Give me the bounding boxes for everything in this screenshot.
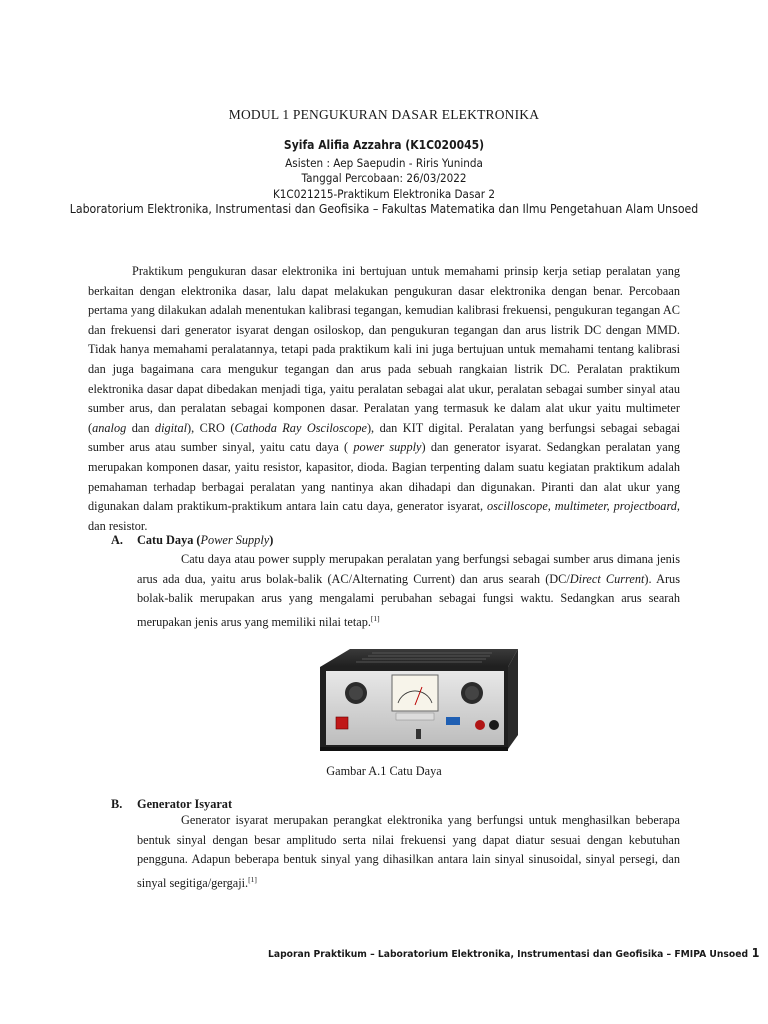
assistant-line: Asisten : Aep Saepudin - Riris Yuninda <box>285 155 483 170</box>
section-a-title-italic: Power Supply <box>200 533 270 547</box>
section-a-letter: A. <box>111 533 123 547</box>
abstract-paragraph <box>88 262 680 536</box>
footer-text: Laporan Praktikum – Laboratorium Elektronika, Instrumentasi dan Geofisika – FMIPA Unsoed <box>268 949 749 960</box>
experiment-date: Tanggal Percobaan: 26/03/2022 <box>301 171 467 185</box>
section-a-title-close: ) <box>269 533 274 547</box>
abstract-text: Praktikum pengukuran dasar elektronika ini bertujuan untuk memahami prinsip kerja setiap peralatan yang berkaitan dengan elektronika dasar, lalu dapat melakukan pengukuran dasar elektronika dengan benar. Percobaan pertama yang dilakukan adalah menentukan kalibrasi tegangan, kemudian kalibrasi frekuensi, pengukuran tegangan AC dan frekuensi dari generator isyarat dengan osiloskop, dan pengukuran tegangan dan arus listrik DC dengan MMD. Tidak hanya memahami peralatannya, tetapi pada praktikum kali ini juga bertujuan untuk memahami tentang kalibrasi dan juga bagaimana cara mengukur tegangan dan arus pada sebuah rangkaian listrik DC. Peralatan praktikum elektronika dasar dapat dibedakan menjadi tiga, yaitu peralatan sebagai alat ukur, peralatan sebagai sumber sinyal atau sumber arus, dan peralatan sebagai komponen dasar. Peralatan yang termasuk ke dalam alat ukur yaitu multimeter ( <box>88 264 680 435</box>
page-number: 1 <box>751 946 760 960</box>
power-supply-illustration <box>312 645 524 757</box>
abstract-section <box>88 262 680 536</box>
section-a-title: Catu Daya ( <box>137 533 201 547</box>
section-a-reference: [1] <box>370 613 380 623</box>
section-a-text: ). Arus bolak-balik merupakan arus yang mengalami perubahan sebagai fungsi waktu. Sedangkan arus searah merupakan jenis arus yang memiliki nilai tetap. <box>137 571 680 629</box>
section-a-body <box>137 550 680 632</box>
document-header <box>38 138 729 218</box>
page-footer <box>268 946 760 960</box>
section-b-title: Generator Isyarat <box>137 797 233 811</box>
lab-affiliation: Laboratorium Elektronika, Instrumentasi dan Geofisika – Fakultas Matematika dan Ilmu Pengetahuan Alam Unsoed <box>69 202 699 216</box>
section-b-heading <box>111 797 232 812</box>
abstract-text: dan <box>126 420 155 435</box>
section-a-text: Catu daya atau power supply merupakan peralatan yang berfungsi sebagai sumber arus dimana jenis arus ada dua, yaitu arus bolak-balik (AC/Alternating Current) dan arus searah (DC/ <box>137 552 680 586</box>
abstract-italic-instruments: oscilloscope, multimeter, projectboard, <box>487 499 681 514</box>
section-b-reference: [1] <box>248 874 257 884</box>
abstract-italic-cro: Cathoda Ray Osciloscope <box>234 420 367 435</box>
author-name: Syifa Alifia Azzahra (K1C020045) <box>283 138 485 152</box>
abstract-text: ) dan generator isyarat. Sedangkan peralatan yang merupakan komponen dasar, yaitu resistor, kapasitor, dioda. Bagian terpenting dalam suatu kegiatan praktikum adalah pemahaman terhadap berbagai peralatan yang nantinya akan dihadapi dan digunakan. Piranti dan alat ukur yang digunakan dalam praktikum-praktikum antara lain catu daya, generator isyarat, <box>88 440 680 514</box>
abstract-text: ), dan KIT digital. Peralatan yang berfungsi sebagai sebagai sumber arus atau sumber sinyal, yaitu catu daya ( <box>88 420 680 455</box>
document-title: MODUL 1 PENGUKURAN DASAR ELEKTRONIKA <box>228 107 540 122</box>
power-supply-image <box>312 645 524 757</box>
section-b-paragraph <box>137 811 680 893</box>
figure-caption: Gambar A.1 Catu Daya <box>326 764 442 778</box>
section-a-heading <box>111 533 273 548</box>
section-a-italic-dc: Direct Current <box>569 571 645 586</box>
abstract-italic-digital: digital <box>154 420 188 435</box>
course-line: K1C021215-Praktikum Elektronika Dasar 2 <box>272 186 496 201</box>
abstract-italic-power-supply: power supply <box>353 440 422 455</box>
section-b-text: Generator isyarat merupakan perangkat elektronika yang berfungsi untuk menghasilkan beberapa bentuk sinyal dengan besar amplitudo serta nilai frekuensi yang dapat diatur sesuai dengan kebutuhan pengguna. Adapun beberapa bentuk sinyal yang dihasilkan antara lain sinyal sinusoidal, sinyal persegi, dan sinyal segitiga/gergaji. <box>137 813 680 890</box>
section-a-paragraph <box>137 550 680 632</box>
abstract-text: ), CRO ( <box>187 420 235 435</box>
abstract-text: dan resistor. <box>88 518 148 533</box>
section-b-body <box>137 811 680 893</box>
section-b-letter: B. <box>111 797 123 811</box>
abstract-italic-analog: analog <box>92 420 127 435</box>
